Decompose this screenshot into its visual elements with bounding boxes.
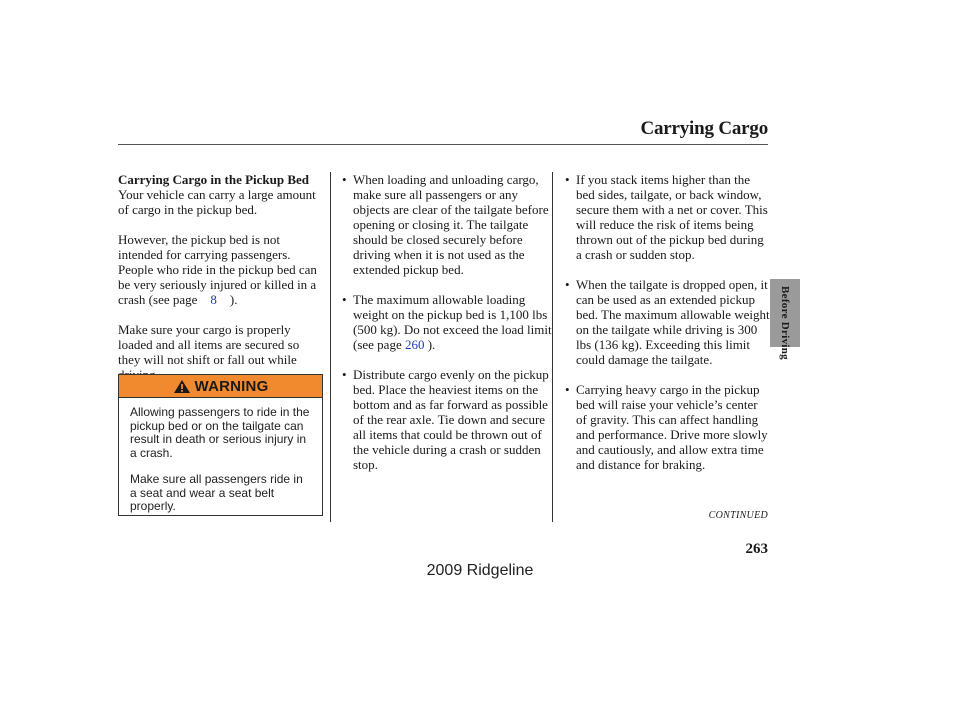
warning-body — [119, 398, 322, 514]
warning-triangle-icon — [173, 379, 191, 394]
warning-box — [118, 374, 323, 516]
bullet-item-max-weight: • The maximum allowable loading weight on the pickup bed is 1,100 lbs (500 kg). Do not exceed the load limit (see page 260 ). — [342, 292, 552, 352]
section-tab-label-wrap — [770, 286, 800, 486]
footer-model: 2009 Ridgeline — [426, 562, 534, 579]
bullet-item-stack: • If you stack items higher than the bed sides, tailgate, or back window, secure them with a net or cover. This will reduce the risk of items being thrown out of the pickup bed during a crash or sudden stop. — [565, 172, 768, 262]
warning-text-1: Allowing passengers to ride in the pickup bed or on the tailgate can result in death or serious injury in a crash. — [130, 405, 310, 460]
warning-title: WARNING — [194, 377, 269, 395]
bullet-dot: • — [565, 277, 570, 292]
paragraph-capacity: Your vehicle can carry a large amount of cargo in the pickup bed. — [118, 187, 316, 217]
bullet-item-tailgate: • When the tailgate is dropped open, it can be used as an extended pickup bed. The maximum allowable weight on the tailgate while driving is 300 lbs (136 kg). Exceeding this limit could damage the tailgate. — [565, 277, 770, 367]
section-heading: Carrying Cargo in the Pickup Bed — [118, 172, 310, 187]
bullet-dot: • — [342, 172, 347, 187]
warning-header — [119, 375, 322, 398]
bullet-dot: • — [342, 367, 347, 382]
section-tab-label: Before Driving — [779, 286, 791, 360]
bullet-item-heavy-cargo: • Carrying heavy cargo in the pickup bed will raise your vehicle’s center of gravity. This can affect handling and performance. Drive more slowly and cautiously, and allow extra time and distance for braking. — [565, 382, 768, 472]
column-3 — [565, 172, 770, 487]
title-rule — [118, 144, 768, 145]
paragraph-secure-cargo: Make sure your cargo is properly loaded and all items are secured so they will not shift or fall out while — [118, 322, 300, 367]
bullet-item-distribute: • Distribute cargo evenly on the pickup bed. Place the heaviest items on the bottom and as far forward as possible of the rear axle. Tie down and secure all items that could be thrown out of the vehicle during a crash or sudden stop. — [342, 367, 549, 472]
continued-label: CONTINUED — [708, 510, 768, 521]
column-divider-1 — [330, 172, 331, 522]
warning-text-2: Make sure all passengers ride in a seat and wear a seat belt properly. — [130, 472, 303, 513]
page-link-260[interactable]: 260 — [404, 337, 425, 352]
page-title: Carrying Cargo — [640, 118, 768, 139]
paragraph-passengers: However, the pickup bed is not intended for carrying passengers. People who ride in the pickup bed can be very seriously injured or killed in a crash (see page 8 ). — [118, 232, 317, 307]
bullet-dot: • — [565, 382, 570, 397]
column-divider-2 — [552, 172, 553, 522]
bullet-dot: • — [565, 172, 570, 187]
bullet-item-loading: • When loading and unloading cargo, make sure all passengers or any objects are clear of the tailgate before opening or closing it. The tailgate should be closed securely before driving when it is not used as the extended pickup bed. — [342, 172, 549, 277]
column-1 — [118, 172, 323, 397]
page-link-8[interactable]: 8 — [210, 292, 217, 307]
page-number: 263 — [745, 541, 768, 557]
bullet-dot: • — [342, 292, 347, 307]
column-2 — [342, 172, 552, 487]
